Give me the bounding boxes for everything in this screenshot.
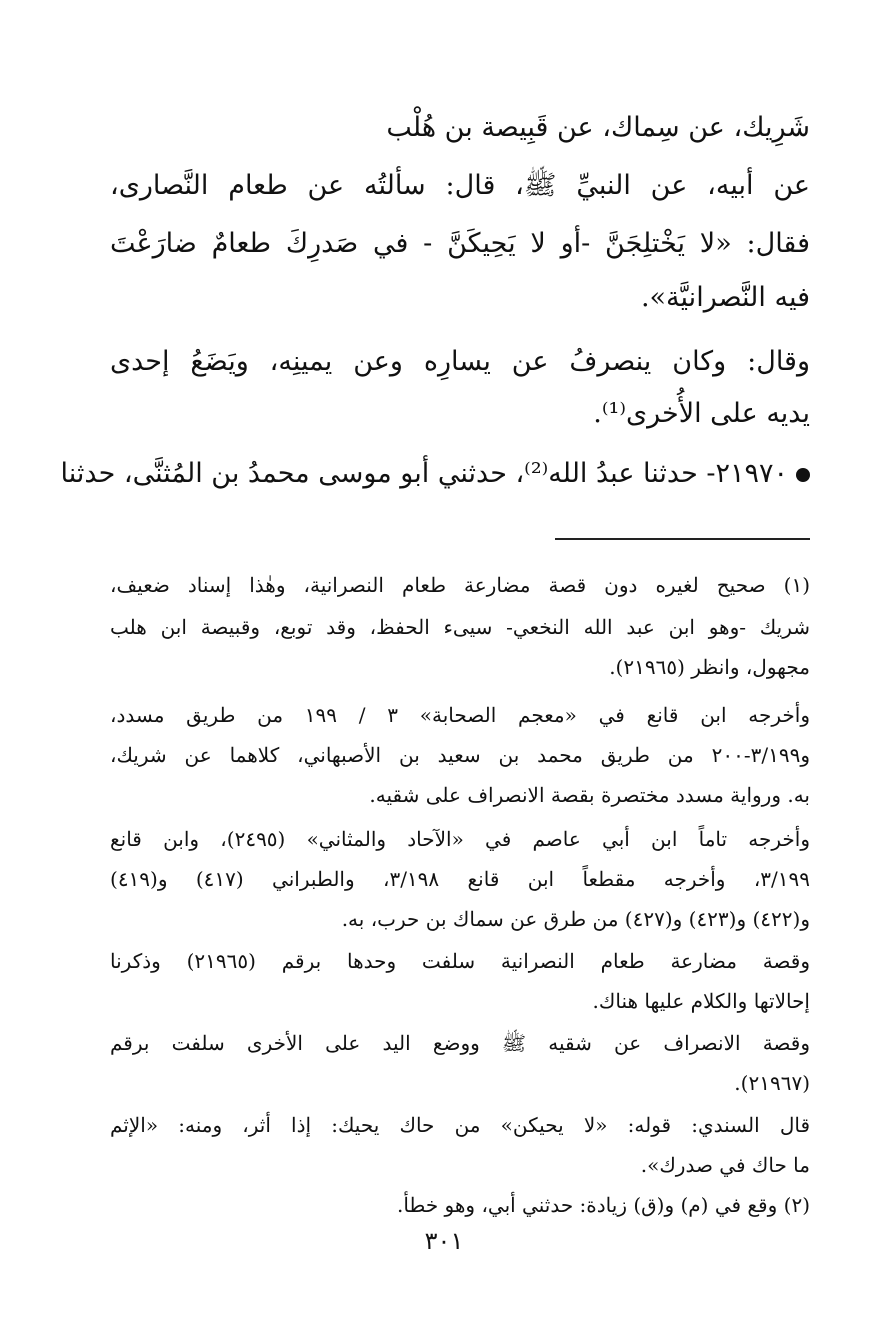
- footnote-line-1: (١) صحيح لغيره دون قصة مضارعة طعام النصرانية، وهٰذا إسناد ضعيف،: [110, 573, 810, 597]
- text-line-2: عن أبيه، عن النبيِّ ﷺ، قال: سألتُه عن طعام النَّصارى،: [110, 170, 810, 201]
- hadith-text: ٢١٩٧٠- حدثنا عبدُ الله⁽²⁾، حدثني أبو موسى محمدُ بن المُثنَّى، حدثنا: [60, 458, 788, 489]
- text-line-1: شَرِيك، عن سِماك، عن قَبِيصة بن هُلْب: [386, 112, 810, 143]
- footnote-line-3: مجهول، وانظر (٢١٩٦٥).: [609, 655, 810, 679]
- text-line-4: فيه النَّصرانيَّة».: [640, 282, 810, 313]
- footnote-line-10: وقصة مضارعة طعام النصرانية سلفت وحدها برقم (٢١٩٦٥) وذكرنا: [110, 949, 810, 973]
- footnote-line-5: و٣/١٩٩-٢٠٠ من طريق محمد بن سعيد بن الأصبهاني، كلاهما عن شريك،: [110, 743, 810, 767]
- footnote-line-6: به. ورواية مسدد مختصرة بقصة الانصراف على شقيه.: [369, 783, 810, 807]
- hadith-start-line: [60, 454, 810, 494]
- text-line-3: فقال: «لا يَخْتلِجَنَّ -أو لا يَحِيكَنَّ - في صَدرِكَ طعامٌ ضارَعْتَ: [110, 228, 810, 259]
- footnote-line-11: إحالاتها والكلام عليها هناك.: [592, 989, 810, 1013]
- footnote-separator: [555, 538, 810, 540]
- text-line-6: يديه على الأُخرى⁽¹⁾.: [593, 398, 810, 429]
- footnote-line-9: و(٤٢٢) و(٤٢٣) و(٤٢٧) من طرق عن سماك بن حرب، به.: [341, 907, 810, 931]
- footnote-line-16: (٢) وقع في (م) و(ق) زيادة: حدثني أبي، وهو خطأ.: [396, 1193, 810, 1217]
- text-line-5: وقال: وكان ينصرفُ عن يسارِه وعن يمينِه، ويَضَعُ إحدى: [110, 346, 810, 377]
- footnote-line-12: وقصة الانصراف عن شقيه ﷺ ووضع اليد على الأخرى سلفت برقم: [110, 1031, 810, 1055]
- page-number: ٣٠١: [424, 1227, 464, 1255]
- footnote-line-15: ما حاك في صدرك».: [640, 1153, 810, 1177]
- footnote-line-4: وأخرجه ابن قانع في «معجم الصحابة» ٣ / ١٩٩ من طريق مسدد،: [110, 703, 810, 727]
- footnote-line-8: ٣/١٩٩، وأخرجه مقطعاً ابن قانع ٣/١٩٨، والطبراني (٤١٧) و(٤١٩): [110, 867, 810, 891]
- footnote-line-14: قال السندي: قوله: «لا يحيكن» من حاك يحيك: إذا أثر، ومنه: «الإثم: [110, 1113, 810, 1137]
- hadith-bullet-icon: [796, 468, 810, 482]
- footnote-line-13: (٢١٩٦٧).: [734, 1071, 810, 1095]
- footnote-line-7: وأخرجه تاماً ابن أبي عاصم في «الآحاد والمثاني» (٢٤٩٥)، وابن قانع: [110, 827, 811, 851]
- footnote-line-2: شريك -وهو ابن عبد الله النخعي- سيىء الحفظ، وقد توبع، وقبيصة ابن هلب: [110, 615, 810, 639]
